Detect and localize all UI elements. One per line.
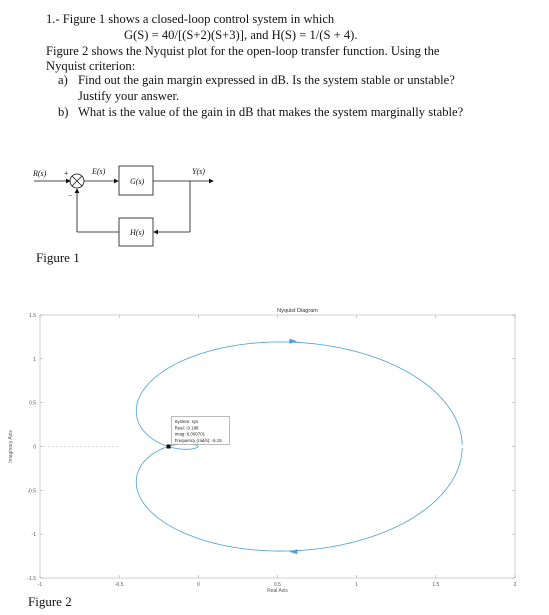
x-tick-label: 0.5 — [274, 582, 281, 588]
figure-2-caption: Figure 2 — [28, 594, 72, 609]
datatip-line4: Frequency (rad/s): -5.15 — [174, 437, 222, 443]
x-tick-label: 0 — [196, 582, 200, 588]
marked-point — [167, 445, 171, 449]
input-label: R(s) — [33, 169, 47, 178]
direction-arrow-lower — [289, 549, 297, 554]
summing-junction — [70, 174, 84, 188]
datatip-line1: System: sys — [174, 419, 199, 424]
y-tick-label: -1 — [31, 532, 36, 539]
x-tick-label: 1.5 — [432, 582, 440, 588]
x-axis-label: Real Axis — [267, 588, 288, 594]
direction-arrow-upper — [289, 339, 297, 344]
datatip-line3: Imag: 0.000701 — [174, 431, 206, 437]
minus-sign: − — [68, 191, 73, 200]
plot-area — [40, 315, 515, 578]
output-label: Y(s) — [192, 167, 205, 176]
x-tick-label: 2 — [513, 582, 517, 588]
x-tick-label: 1 — [355, 582, 359, 588]
problem-line-3: Figure 2 shows the Nyquist plot for the open-loop transfer function. Using the — [46, 44, 440, 58]
y-tick-label: -0.5 — [27, 488, 36, 495]
y-axis-label: Imaginary Axis — [8, 430, 14, 463]
error-label: E(s) — [92, 167, 106, 176]
x-tick-label: -0.5 — [114, 582, 124, 588]
datatip-line2: Real: -0.188 — [174, 425, 199, 431]
problem-line-1: 1.- Figure 1 shows a closed-loop control system in which — [46, 12, 335, 26]
feedback-block-label: H(s) — [130, 228, 145, 237]
series-line-negative-frequency — [136, 444, 462, 551]
y-tick-label: 0.5 — [29, 400, 36, 407]
block-diagram — [0, 150, 549, 255]
question-b-text: What is the value of the gain in dB that makes the system marginally stable? — [78, 105, 464, 119]
y-tick-label: 0 — [33, 444, 36, 451]
question-b-label: b) — [58, 105, 69, 119]
figure-1-caption: Figure 1 — [36, 250, 80, 265]
problem-line-4: Nyquist criterion: — [46, 59, 136, 73]
question-a-text-2: Justify your answer. — [78, 89, 180, 103]
problem-transfer-functions: G(S) = 40/[(S+2)(S+3)], and H(S) = 1/(S + 4). — [124, 28, 358, 42]
forward-block-label: G(s) — [130, 177, 145, 186]
x-tick-label: -1 — [37, 582, 43, 588]
nyquist-chart — [0, 300, 549, 598]
y-tick-label: 1 — [33, 356, 36, 363]
plus-sign: + — [64, 169, 69, 178]
question-a-label: a) — [58, 73, 68, 87]
chart-title: Nyquist Diagram — [277, 308, 318, 314]
question-a-text: Find out the gain margin expressed in dB. Is the system stable or unstable? — [78, 73, 455, 87]
y-tick-label: 1.5 — [29, 313, 36, 319]
y-tick-label: -1.5 — [27, 576, 36, 582]
